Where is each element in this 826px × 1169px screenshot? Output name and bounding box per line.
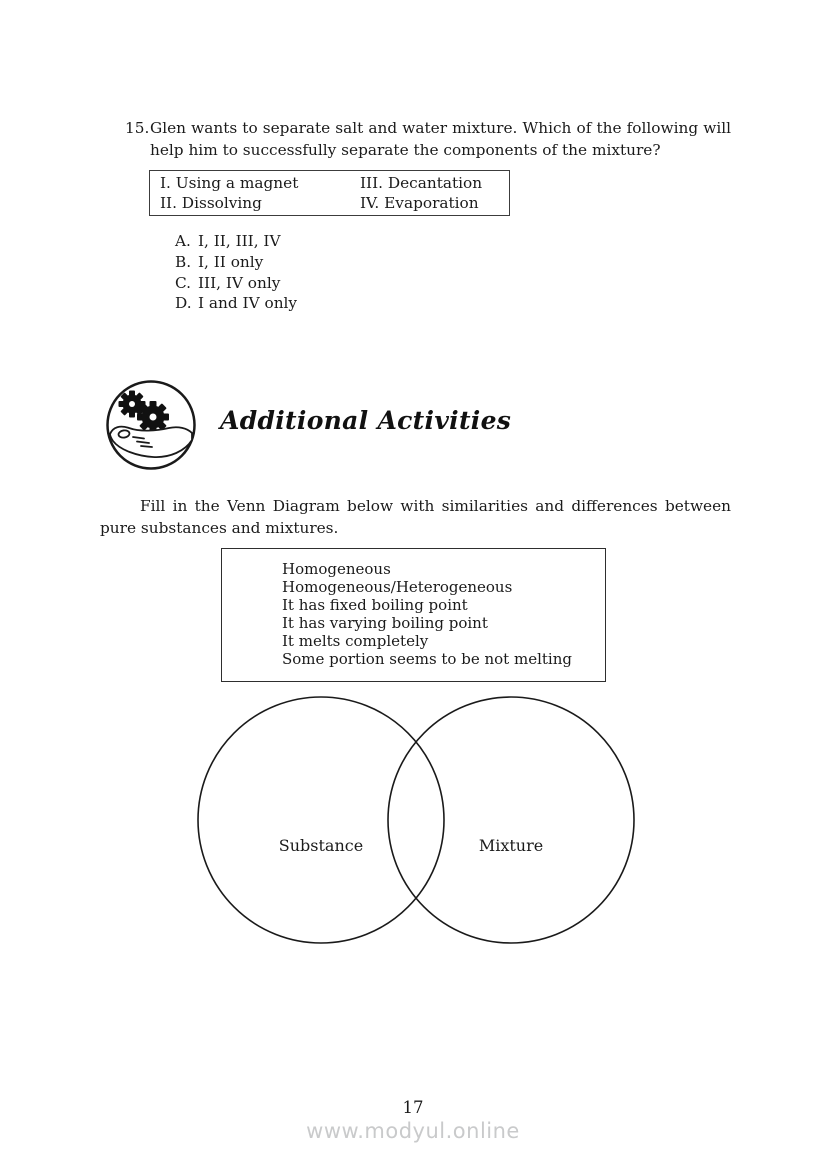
roman-option: IV. Evaporation — [360, 193, 479, 212]
choice-d — [175, 293, 297, 314]
choice-text: III, IV only — [198, 273, 281, 292]
roman-option: II. Dissolving — [160, 193, 262, 212]
choice-letter: C. — [175, 273, 192, 292]
word-bank-item: It has fixed boiling point — [282, 596, 468, 614]
question-number: 15. — [125, 119, 150, 137]
choice-letter: B. — [175, 252, 192, 271]
word-bank-box — [221, 548, 606, 682]
venn-right-label: Mixture — [478, 836, 544, 855]
section-title: Additional Activities — [220, 406, 512, 435]
choice-a — [175, 231, 297, 252]
venn-diagram — [180, 690, 650, 950]
question-15 — [125, 118, 731, 161]
watermark: www.modyul.online — [306, 1119, 520, 1143]
venn-left-label: Substance — [278, 836, 364, 855]
choice-text: I and IV only — [198, 294, 298, 313]
venn-circle-mixture — [388, 697, 634, 943]
roman-options-left-column — [160, 174, 360, 215]
roman-options-box — [149, 170, 510, 216]
question-text: Glen wants to separate salt and water mixture. Which of the following will help him to successfully separate the components of the mixture? — [150, 119, 731, 159]
word-bank-item: Homogeneous — [282, 560, 391, 578]
answer-choices — [175, 231, 297, 314]
venn-circle-substance — [198, 697, 444, 943]
word-bank-item: Homogeneous/Heterogeneous — [282, 578, 513, 596]
choice-text: I, II, III, IV — [198, 232, 281, 250]
word-bank-item: It melts completely — [282, 632, 429, 650]
choice-text: I, II only — [198, 252, 264, 271]
choice-letter: A. — [175, 232, 191, 250]
choice-c — [175, 273, 297, 294]
page-number: 17 — [402, 1098, 424, 1117]
word-bank-item: Some portion seems to be not melting — [282, 650, 572, 668]
choice-b — [175, 252, 297, 273]
roman-option: III. Decantation — [360, 174, 483, 192]
activity-instruction: Fill in the Venn Diagram below with similarities and differences between pure substances and mixtures. — [100, 497, 731, 537]
hand-with-gears-icon — [104, 378, 198, 472]
choice-letter: D. — [175, 294, 192, 313]
word-bank-item: It has varying boiling point — [282, 614, 488, 632]
roman-options-right-column — [360, 174, 509, 215]
roman-option: I. Using a magnet — [160, 174, 299, 192]
